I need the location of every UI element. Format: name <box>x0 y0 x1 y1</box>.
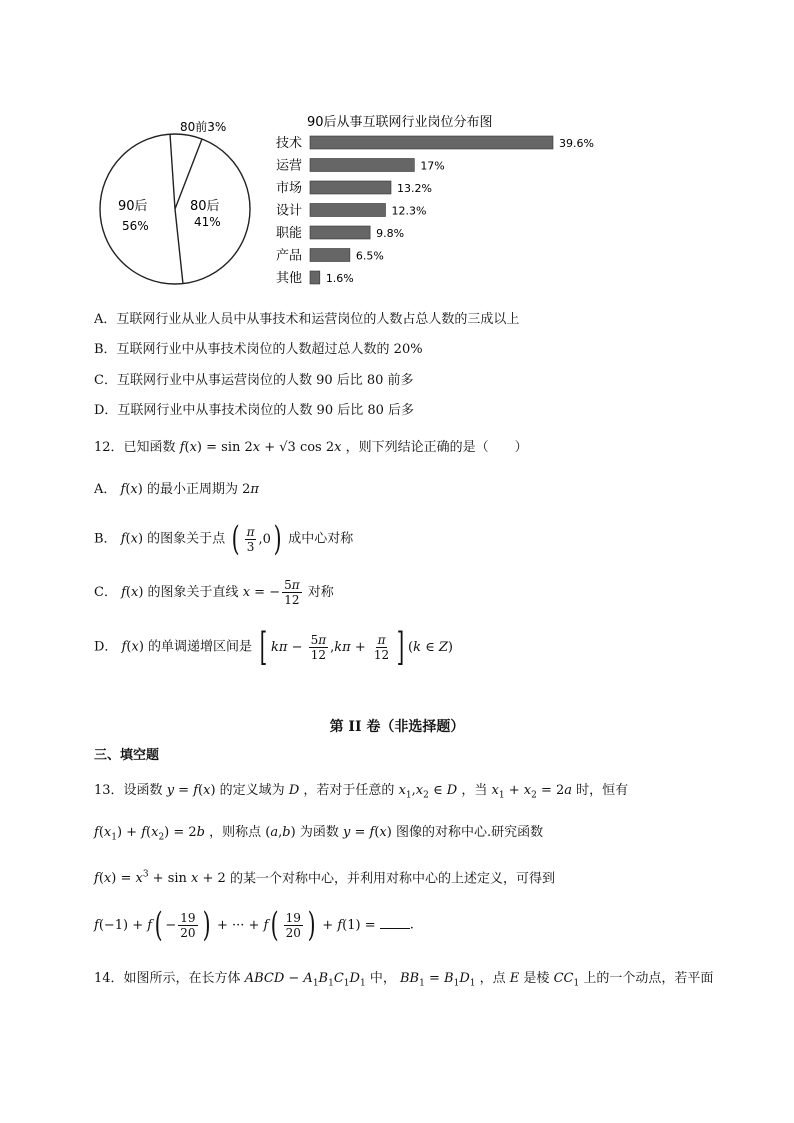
q13-domain: D <box>288 783 300 798</box>
bar-value-label: 9.8% <box>376 227 405 240</box>
q13-point: (a,b) <box>265 825 296 840</box>
q13-l3a: 的某一个对称中心，并利用对称中心的上述定义，可得到 <box>229 871 555 887</box>
bar-category-label: 其他 <box>276 271 303 286</box>
q12-c-prefix: C． <box>94 585 117 600</box>
bar-category-label: 市场 <box>276 181 303 196</box>
q12-option-d <box>94 625 453 669</box>
q13-line1 <box>94 781 628 806</box>
q13-line2 <box>94 823 543 848</box>
q13-l2c: 图像的对称中心.研究函数 <box>395 825 544 840</box>
q13-sum-expression: f(−1) + f( − $\frac{19}{20}$ ) + ··· + f( $\frac{19}{20}$ ) + f(1) = <box>94 905 380 945</box>
q11-option-c: C．互联网行业中从事运营岗位的人数 90 后比 80 前多 <box>94 373 414 388</box>
bar-category-label: 设计 <box>276 203 303 219</box>
figure <box>94 96 616 294</box>
q12-b-point: ( $\frac{\pi}{3}$ ,0) <box>231 519 282 559</box>
bar-2 <box>310 181 391 194</box>
q13-line4: f(−1) + f( − $\frac{19}{20}$ ) + ··· + f( $\frac{19}{20}$ ) + f(1) = . <box>94 905 414 945</box>
bar-value-label: 17% <box>420 159 445 173</box>
q13-sum: $x_1 + x_2 = 2a$ <box>491 783 573 801</box>
pie-value-80hou: 41% <box>194 215 221 229</box>
bar-category-label: 职能 <box>276 226 303 241</box>
q12-a-period: 2π <box>242 482 259 497</box>
q12-c-fx: f(x) <box>121 585 144 600</box>
q12-d-text: 的单调递增区间是 <box>148 639 253 655</box>
bar-value-label: 39.6% <box>559 137 594 150</box>
bar-value-label: 6.5% <box>355 249 384 263</box>
q12-b-text1: 的图象关于点 <box>147 531 226 547</box>
q13-answer-blank[interactable] <box>380 916 410 929</box>
bar-value-label: 12.3% <box>391 204 427 218</box>
bar-value-label: 1.6% <box>325 272 354 285</box>
q12-a-prefix: A． <box>94 482 117 497</box>
q12-stem <box>94 438 528 458</box>
bar-category-label: 产品 <box>276 248 303 264</box>
q12-d-prefix: D． <box>94 639 118 655</box>
q13-l1d: ，当 <box>461 783 488 798</box>
figure-svg <box>94 96 616 294</box>
q11-option-a: A．互联网行业从业人员中从事技术和运营岗位的人数占总人数的三成以上 <box>94 312 520 327</box>
pie-value-90hou: 56% <box>122 219 149 233</box>
q12-option-a <box>94 480 259 500</box>
q14-e: 上的一个动点，若平面 <box>583 971 714 986</box>
q13-l1a: 13．设函数 <box>94 783 163 798</box>
q12-b-fx: f(x) <box>120 531 144 547</box>
q12-option-b <box>94 519 354 559</box>
q11-option-d: D．互联网行业中从事技术岗位的人数 90 后比 80 后多 <box>94 403 415 418</box>
q13-l1e: 时，恒有 <box>576 783 629 798</box>
q12-function-formula: f(x) = sin 2x + √3 cos 2x <box>179 440 342 455</box>
q11-option-b: B．互联网行业中从事技术岗位的人数超过总人数的 20% <box>94 342 423 357</box>
q14-edge: $CC_1$ <box>553 971 580 989</box>
q13-x1x2: $x_1,x_2$ ∈ D <box>398 783 458 801</box>
bar-value-label: 13.2% <box>397 182 432 195</box>
q12-d-fx: f(x) <box>121 639 144 655</box>
bar-4 <box>310 226 370 239</box>
pie-chart <box>100 120 250 284</box>
bar-category-label: 技术 <box>276 136 303 151</box>
q14-a: 14．如图所示，在长方体 <box>94 971 241 986</box>
q12-stem-prefix: 12．已知函数 <box>94 440 176 455</box>
q13-condition: $f(x_1) + f(x_2) = 2b$ <box>94 825 205 843</box>
bar-6 <box>310 271 320 284</box>
q13-func2: y = f(x) <box>342 825 392 840</box>
q12-c-line: x = − $\frac{5\pi}{12}$ <box>242 578 300 607</box>
q13-l2b: 为函数 <box>299 825 339 840</box>
bar-category-label: 运营 <box>276 158 303 174</box>
pie-label-90hou: 90后 <box>118 199 148 214</box>
bar-5 <box>310 249 350 262</box>
q12-a-text: 的最小正周期为 <box>146 482 238 497</box>
q14-d: 是棱 <box>523 971 550 986</box>
q12-c-text2: 对称 <box>307 585 334 600</box>
pie-label-80qian: 80前3% <box>180 120 227 134</box>
q13-l1c: ，若对于任意的 <box>303 783 395 798</box>
q12-b-prefix: B． <box>94 531 117 547</box>
q14-cuboid: ABCD − $A_1B_1C_1D_1$ <box>244 971 366 989</box>
q14-eq: $BB_1 = B_1D_1$ <box>400 971 476 989</box>
q12-a-fx: f(x) <box>120 482 143 497</box>
bar-0 <box>310 136 553 149</box>
q12-b-text2: 成中心对称 <box>288 531 354 547</box>
q14-b: 中， <box>369 971 396 986</box>
q12-stem-suffix: ，则下列结论正确的是（ ） <box>345 440 528 455</box>
section-part: 三、填空题 <box>94 748 160 763</box>
q12-d-interval: [ kπ − $\frac{5\pi}{12}$ ,kπ + $\frac{\pi}{12}$ ] (k ∈ Z) <box>259 625 453 669</box>
bar-chart-title: 90后从事互联网行业岗位分布图 <box>307 115 493 130</box>
q14-point-e: E <box>509 971 520 986</box>
q14-line1 <box>94 969 713 994</box>
q12-c-text1: 的图象关于直线 <box>147 585 239 600</box>
section-title: 第 II 卷（非选择题） <box>329 719 465 735</box>
bar-1 <box>310 159 414 172</box>
q13-l2a: ，则称点 <box>209 825 262 840</box>
q13-line3 <box>94 865 555 889</box>
bar-3 <box>310 204 385 217</box>
q12-option-c <box>94 578 334 607</box>
bar-chart <box>276 114 594 286</box>
q13-func: y = f(x) <box>166 783 216 798</box>
q13-l1b: 的定义域为 <box>219 783 285 798</box>
q14-c: ，点 <box>479 971 506 986</box>
pie-label-80hou: 80后 <box>190 199 220 214</box>
q13-target-func: $f(x) = x^3 + \sin x + 2$ <box>94 870 226 887</box>
